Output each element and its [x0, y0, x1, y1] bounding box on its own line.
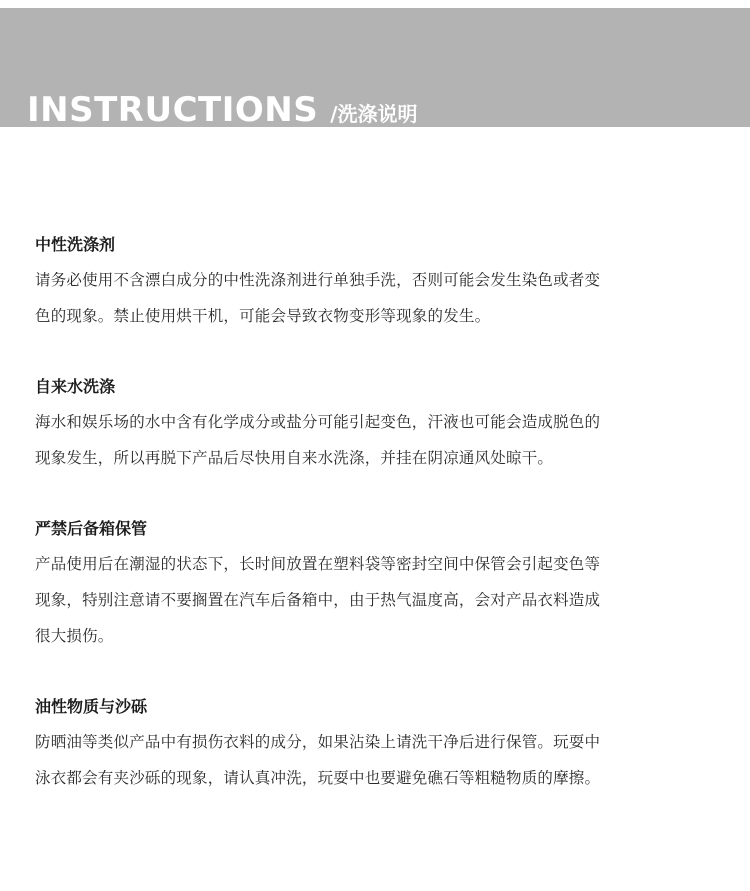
body-line: 产品使用后在潮湿的状态下，长时间放置在塑料袋等密封空间中保管会引起变色等: [35, 555, 601, 573]
section-body: [35, 546, 715, 654]
body-line: 色的现象。禁止使用烘干机，可能会导致衣物变形等现象的发生。: [35, 307, 491, 325]
body-line: 海水和娱乐场的水中含有化学成分或盐分可能引起变色，汗液也可能会造成脱色的: [35, 413, 601, 431]
body-line: 泳衣都会有夹沙砾的现象，请认真冲洗，玩耍中也要避免礁石等粗糙物质的摩擦。: [35, 769, 601, 787]
section-neutral-detergent: [35, 228, 715, 334]
section-heading: 自来水洗涤: [35, 377, 116, 396]
body-line: 防晒油等类似产品中有损伤衣料的成分，如果沾染上请洗干净后进行保管。玩耍中: [35, 733, 601, 751]
section-body: [35, 262, 715, 334]
body-line: 很大损伤。: [35, 627, 114, 645]
section-heading: 严禁后备箱保管: [35, 519, 148, 538]
body-line: 现象发生，所以再脱下产品后尽快用自来水洗涤，并挂在阴凉通风处晾干。: [35, 449, 554, 467]
body-line: 现象，特别注意请不要搁置在汽车后备箱中，由于热气温度高，会对产品衣料造成: [35, 591, 601, 609]
section-tap-water-wash: [35, 370, 715, 476]
section-body: [35, 404, 715, 476]
section-no-trunk-storage: [35, 512, 715, 654]
section-oily-substances-sand: [35, 690, 715, 796]
body-line: 请务必使用不含漂白成分的中性洗涤剂进行单独手洗，否则可能会发生染色或者变: [35, 271, 601, 289]
header-banner: [0, 0, 750, 127]
instructions-content: [35, 228, 715, 832]
page-title-english: INSTRUCTIONS: [27, 90, 319, 127]
section-body: [35, 724, 715, 796]
page-title: [27, 90, 418, 127]
page-title-chinese: /洗涤说明: [330, 102, 418, 126]
section-heading: 油性物质与沙砾: [35, 697, 148, 716]
section-heading: 中性洗涤剂: [35, 235, 116, 254]
banner-top-band: [0, 0, 750, 8]
